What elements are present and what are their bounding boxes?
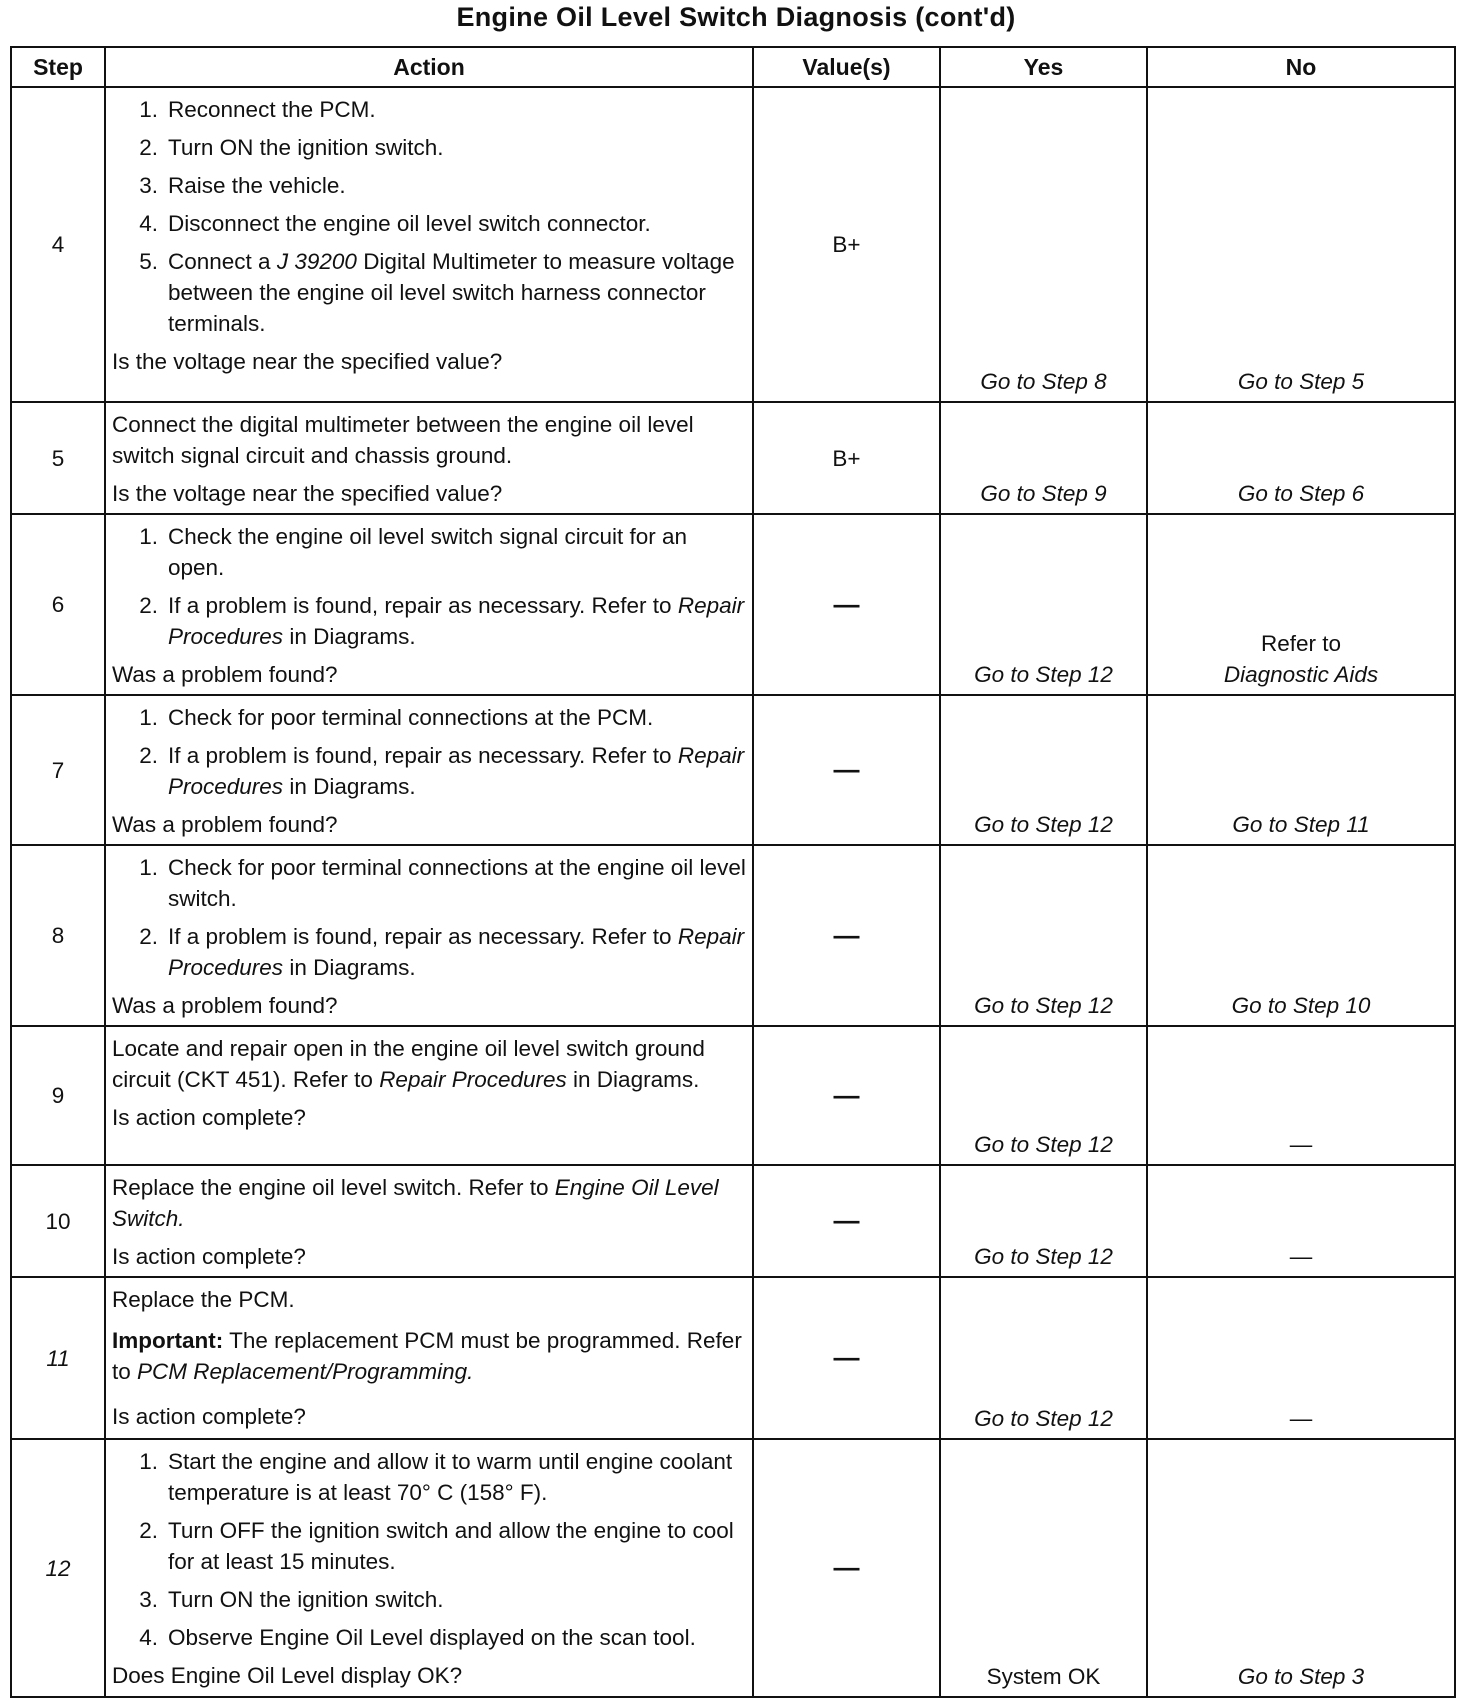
no-cell: Go to Step 6	[1147, 402, 1455, 514]
list-item: 2. Turn ON the ignition switch.	[139, 135, 444, 160]
action-cell: Replace the PCM. Important: The replacement PCM must be programmed. Refer to PCM Replacement/Programming. Is action complete?	[105, 1277, 753, 1439]
table-row	[11, 1165, 1455, 1277]
list-item: 1. Check for poor terminal connections at the engine oil level switch.	[139, 855, 746, 911]
list-item: 5. Connect a J 39200 Digital Multimeter to measure voltage between the engine oil level switch harness connector terminals.	[139, 249, 735, 336]
action-cell: Connect the digital multimeter between the engine oil level switch signal circuit and chassis ground. Is the voltage near the specified value?	[105, 402, 753, 514]
no-cell: Go to Step 5	[1147, 87, 1455, 402]
action-question: Was a problem found?	[112, 812, 338, 837]
table-row	[11, 402, 1455, 514]
action-cell	[105, 1439, 753, 1697]
value-cell: —	[753, 1165, 940, 1277]
yes-cell: Go to Step 8	[940, 87, 1147, 402]
list-item: 1. Start the engine and allow it to warm until engine coolant temperature is at least 70° C (158° F).	[139, 1449, 733, 1505]
list-item: 4. Observe Engine Oil Level displayed on the scan tool.	[139, 1625, 696, 1650]
action-cell	[105, 695, 753, 845]
step-number: 5	[11, 402, 105, 514]
header-action: Action	[105, 47, 753, 87]
value-cell: —	[753, 1026, 940, 1165]
header-values: Value(s)	[753, 47, 940, 87]
step-number: 7	[11, 695, 105, 845]
page-title: Engine Oil Level Switch Diagnosis (cont'd)	[456, 2, 1016, 32]
step-number: 11	[11, 1277, 105, 1439]
no-cell: Refer to Diagnostic Aids	[1147, 514, 1455, 695]
action-cell	[105, 845, 753, 1026]
list-item: 2. If a problem is found, repair as necessary. Refer to Repair Procedures in Diagrams.	[139, 593, 745, 649]
value-cell: —	[753, 514, 940, 695]
action-question: Was a problem found?	[112, 993, 338, 1018]
list-item: 1. Reconnect the PCM.	[139, 97, 376, 122]
step-number: 9	[11, 1026, 105, 1165]
no-cell: Go to Step 11	[1147, 695, 1455, 845]
step-number: 8	[11, 845, 105, 1026]
no-cell: Go to Step 3	[1147, 1439, 1455, 1697]
value-cell: B+	[753, 402, 940, 514]
table-row	[11, 695, 1455, 845]
list-item: 4. Disconnect the engine oil level switch connector.	[139, 211, 651, 236]
yes-cell: Go to Step 12	[940, 845, 1147, 1026]
diagnosis-table	[10, 46, 1456, 1698]
header-yes: Yes	[940, 47, 1147, 87]
important-note: Important: The replacement PCM must be programmed. Refer to PCM Replacement/Programming.	[112, 1328, 742, 1384]
yes-cell: Go to Step 12	[940, 514, 1147, 695]
no-cell: —	[1147, 1026, 1455, 1165]
yes-cell: Go to Step 12	[940, 1277, 1147, 1439]
value-cell: —	[753, 845, 940, 1026]
list-item: 3. Raise the vehicle.	[139, 173, 346, 198]
yes-cell: System OK	[940, 1439, 1147, 1697]
value-cell: —	[753, 1277, 940, 1439]
table-row	[11, 1026, 1455, 1165]
value-cell: B+	[753, 87, 940, 402]
step-number: 12	[11, 1439, 105, 1697]
list-item: 1. Check for poor terminal connections at the PCM.	[139, 705, 654, 730]
table-header-row	[11, 47, 1455, 87]
table-row	[11, 87, 1455, 402]
yes-cell: Go to Step 12	[940, 1165, 1147, 1277]
no-cell: —	[1147, 1277, 1455, 1439]
table-row	[11, 1439, 1455, 1697]
step-number: 6	[11, 514, 105, 695]
action-question: Was a problem found?	[112, 662, 338, 687]
action-question: Is the voltage near the specified value?	[112, 481, 503, 506]
no-cell: Go to Step 10	[1147, 845, 1455, 1026]
action-cell	[105, 514, 753, 695]
step-number: 4	[11, 87, 105, 402]
action-cell: Locate and repair open in the engine oil level switch ground circuit (CKT 451). Refer to Repair Procedures in Diagrams. Is action complete?	[105, 1026, 753, 1165]
list-item: 3. Turn ON the ignition switch.	[139, 1587, 444, 1612]
action-question: Is the voltage near the specified value?	[112, 349, 503, 374]
value-cell: —	[753, 1439, 940, 1697]
action-question: Is action complete?	[112, 1404, 306, 1429]
table-row	[11, 1277, 1455, 1439]
header-no: No	[1147, 47, 1455, 87]
step-number: 10	[11, 1165, 105, 1277]
action-question: Is action complete?	[112, 1105, 306, 1130]
header-step: Step	[11, 47, 105, 87]
value-cell: —	[753, 695, 940, 845]
no-cell: —	[1147, 1165, 1455, 1277]
action-cell	[105, 87, 753, 402]
action-cell: Replace the engine oil level switch. Refer to Engine Oil Level Switch. Is action complete?	[105, 1165, 753, 1277]
table-row	[11, 514, 1455, 695]
yes-cell: Go to Step 9	[940, 402, 1147, 514]
list-item: 2. If a problem is found, repair as necessary. Refer to Repair Procedures in Diagrams.	[139, 924, 745, 980]
table-row	[11, 845, 1455, 1026]
list-item: 2. If a problem is found, repair as necessary. Refer to Repair Procedures in Diagrams.	[139, 743, 745, 799]
list-item: 1. Check the engine oil level switch signal circuit for an open.	[139, 524, 688, 580]
list-item: 2. Turn OFF the ignition switch and allow the engine to cool for at least 15 minutes.	[139, 1518, 734, 1574]
yes-cell: Go to Step 12	[940, 695, 1147, 845]
yes-cell: Go to Step 12	[940, 1026, 1147, 1165]
action-question: Does Engine Oil Level display OK?	[112, 1663, 463, 1688]
action-question: Is action complete?	[112, 1244, 306, 1269]
